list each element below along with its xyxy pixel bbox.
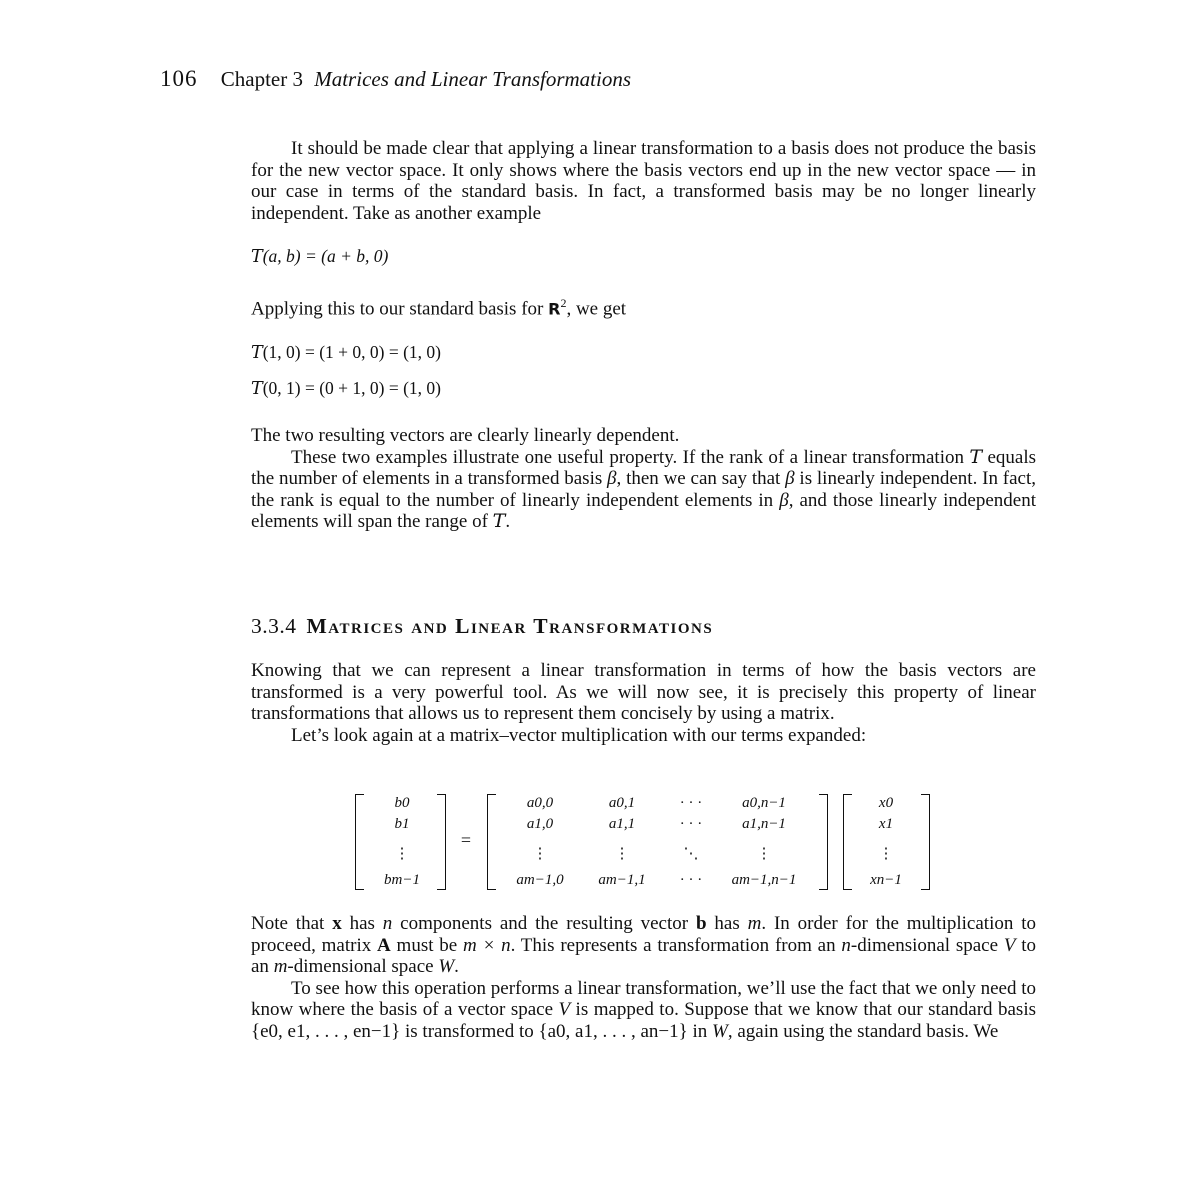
vector-b-entry: b0	[394, 795, 410, 811]
matrix-A-entry: a1,n−1	[742, 816, 786, 832]
vector-x-entry: xn−1	[870, 872, 902, 888]
vector-b-symbol: b	[695, 913, 707, 934]
transform-symbol: T	[492, 510, 506, 533]
transform-symbol: T	[251, 247, 263, 268]
vector-b-entry: bm−1	[384, 872, 420, 888]
vector-x-entry: x0	[878, 795, 894, 811]
p7-text: components and the resulting vector	[392, 913, 696, 934]
vector-b-entry: ⋮	[394, 846, 410, 862]
section-number: 3.3.4	[251, 614, 297, 638]
matrix-A-entry: am−1,n−1	[731, 872, 797, 888]
transform-symbol: T	[969, 445, 983, 468]
matrix-A-entry: ⋮	[756, 846, 772, 862]
transform-symbol: T	[251, 379, 263, 400]
vector-b-entry: b1	[394, 816, 410, 832]
paragraph-4-text-a: These two examples illustrate one useful property. If the rank of a linear transformation	[291, 446, 970, 468]
p7-text: -dimensional space	[287, 956, 439, 978]
vector-x-symbol: x	[332, 913, 342, 934]
paragraph-7	[251, 913, 1036, 978]
left-bracket-A	[487, 794, 496, 890]
paragraph-2-text: Applying this to our standard basis for	[251, 298, 549, 320]
reals-exponent: 2	[560, 295, 567, 310]
m-by-n-symbol: m × n	[462, 934, 511, 956]
p7-text: has	[341, 913, 383, 934]
paragraph-1: It should be made clear that applying a linear transformation to a basis does not produce the basis for the new vector space. It only shows where the basis vectors end up in the new vector space — in our case in terms of the standard basis. In fact, a transformed basis may be no longer linearly independent. Take as another example	[251, 138, 1036, 224]
matrix-A-entry: ⋮	[532, 846, 548, 862]
vector-x-entry: x1	[878, 816, 894, 832]
V-symbol: V	[1003, 934, 1016, 956]
V-symbol: V	[558, 999, 571, 1021]
paragraph-4-text-f: .	[505, 511, 511, 533]
p7-text: to an	[251, 934, 1036, 978]
matrix-A-entry: a0,0	[526, 795, 554, 811]
beta-symbol: β	[607, 468, 617, 490]
equation-2	[251, 342, 1036, 365]
left-bracket-b	[355, 794, 364, 890]
equation-1-body: (a, b) = (a + b, 0)	[262, 246, 389, 267]
body-lower	[251, 660, 1036, 746]
chapter-label: Chapter 3	[220, 67, 303, 91]
body-bottom	[251, 913, 1036, 1043]
running-header	[160, 66, 631, 92]
equation-2-body: (1, 0) = (1 + 0, 0) = (1, 0)	[262, 341, 442, 362]
chapter-title: Matrices and Linear Transformations	[314, 67, 632, 91]
reals-symbol: R	[548, 299, 561, 319]
page-number: 106	[160, 66, 198, 91]
paragraph-4-text-b: equals the number of elements in a transformed basis	[251, 446, 1036, 490]
matrix-A-entry: a1,0	[526, 816, 554, 832]
paragraph-4-text-e: , and those linearly independent elements will span the range of	[251, 489, 1036, 533]
p7-text: Note that	[251, 913, 333, 934]
p7-text: -dimensional space	[850, 934, 1004, 956]
paragraph-6: Let’s look again at a matrix–vector multiplication with our terms expanded:	[291, 724, 867, 746]
p8-text: is mapped to. Suppose that we know that our standard basis {e0, e1, . . . , en−1} is transformed to {a0, a1, . . . , an−1} in	[251, 999, 1036, 1042]
equation-3	[251, 378, 1036, 401]
p7-text: .	[454, 956, 459, 978]
p7-text: . In order for the multiplication to proceed, matrix	[251, 913, 1036, 956]
section-heading	[251, 614, 713, 639]
transform-symbol: T	[251, 342, 263, 363]
matrix-A-entry: · · ·	[679, 816, 703, 832]
body-upper	[251, 138, 1036, 533]
p7-text: has	[706, 913, 748, 934]
m-symbol: m	[273, 956, 288, 978]
equals-sign: =	[460, 830, 472, 850]
matrix-A-entry: ⋮	[614, 846, 630, 862]
right-bracket-A	[819, 794, 828, 890]
p8-text: To see how this operation performs a linear transformation, we’ll use the fact that we only need to know where the basis of a vector space	[251, 977, 1036, 1021]
p7-text: . This represents a transformation from an	[510, 934, 842, 956]
equation-3-body: (0, 1) = (0 + 1, 0) = (1, 0)	[262, 378, 442, 399]
paragraph-3: The two resulting vectors are clearly linearly dependent.	[251, 425, 680, 447]
m-symbol: m	[747, 913, 762, 934]
beta-symbol: β	[785, 468, 795, 490]
W-symbol: W	[712, 1020, 728, 1042]
paragraph-2-tail: , we get	[566, 298, 627, 320]
matrix-A-entry: am−1,1	[598, 872, 646, 888]
right-bracket-x	[921, 794, 930, 890]
paragraph-4-text-c: , then we can say that	[616, 468, 786, 490]
p8-text: , again using the standard basis. We	[727, 1020, 999, 1042]
section-title: Matrices and Linear Transformations	[306, 614, 714, 638]
matrix-A-entry: ⋱	[683, 846, 699, 862]
W-symbol: W	[438, 956, 455, 978]
paragraph-8	[251, 978, 1036, 1043]
matrix-A-entry: am−1,0	[516, 872, 564, 888]
n-symbol: n	[841, 934, 851, 956]
paragraph-4-text-d: is linearly independent. In fact, the rank is equal to the number of linearly independent elements in	[251, 468, 1036, 511]
left-bracket-x	[843, 794, 852, 890]
matrix-A-entry: a0,n−1	[742, 795, 786, 811]
matrix-A-entry: a0,1	[608, 795, 636, 811]
paragraph-4	[251, 447, 1036, 533]
right-bracket-b	[437, 794, 446, 890]
matrix-A-entry: · · ·	[679, 872, 703, 888]
n-symbol: n	[382, 913, 393, 934]
beta-symbol: β	[779, 489, 789, 511]
equation-1	[251, 246, 1036, 269]
matrix-A-entry: a1,1	[608, 816, 636, 832]
vector-x-entry: ⋮	[878, 846, 894, 862]
matrix-A-entry: · · ·	[679, 795, 703, 811]
matrix-A-symbol: A	[377, 934, 391, 956]
paragraph-2	[251, 293, 1036, 320]
paragraph-5: Knowing that we can represent a linear transformation in terms of how the basis vectors are transformed is a very powerful tool. As we will now see, it is precisely this property of linear transformations that allows us to represent them concisely by using a matrix.	[251, 660, 1036, 725]
p7-text: must be	[390, 934, 463, 956]
